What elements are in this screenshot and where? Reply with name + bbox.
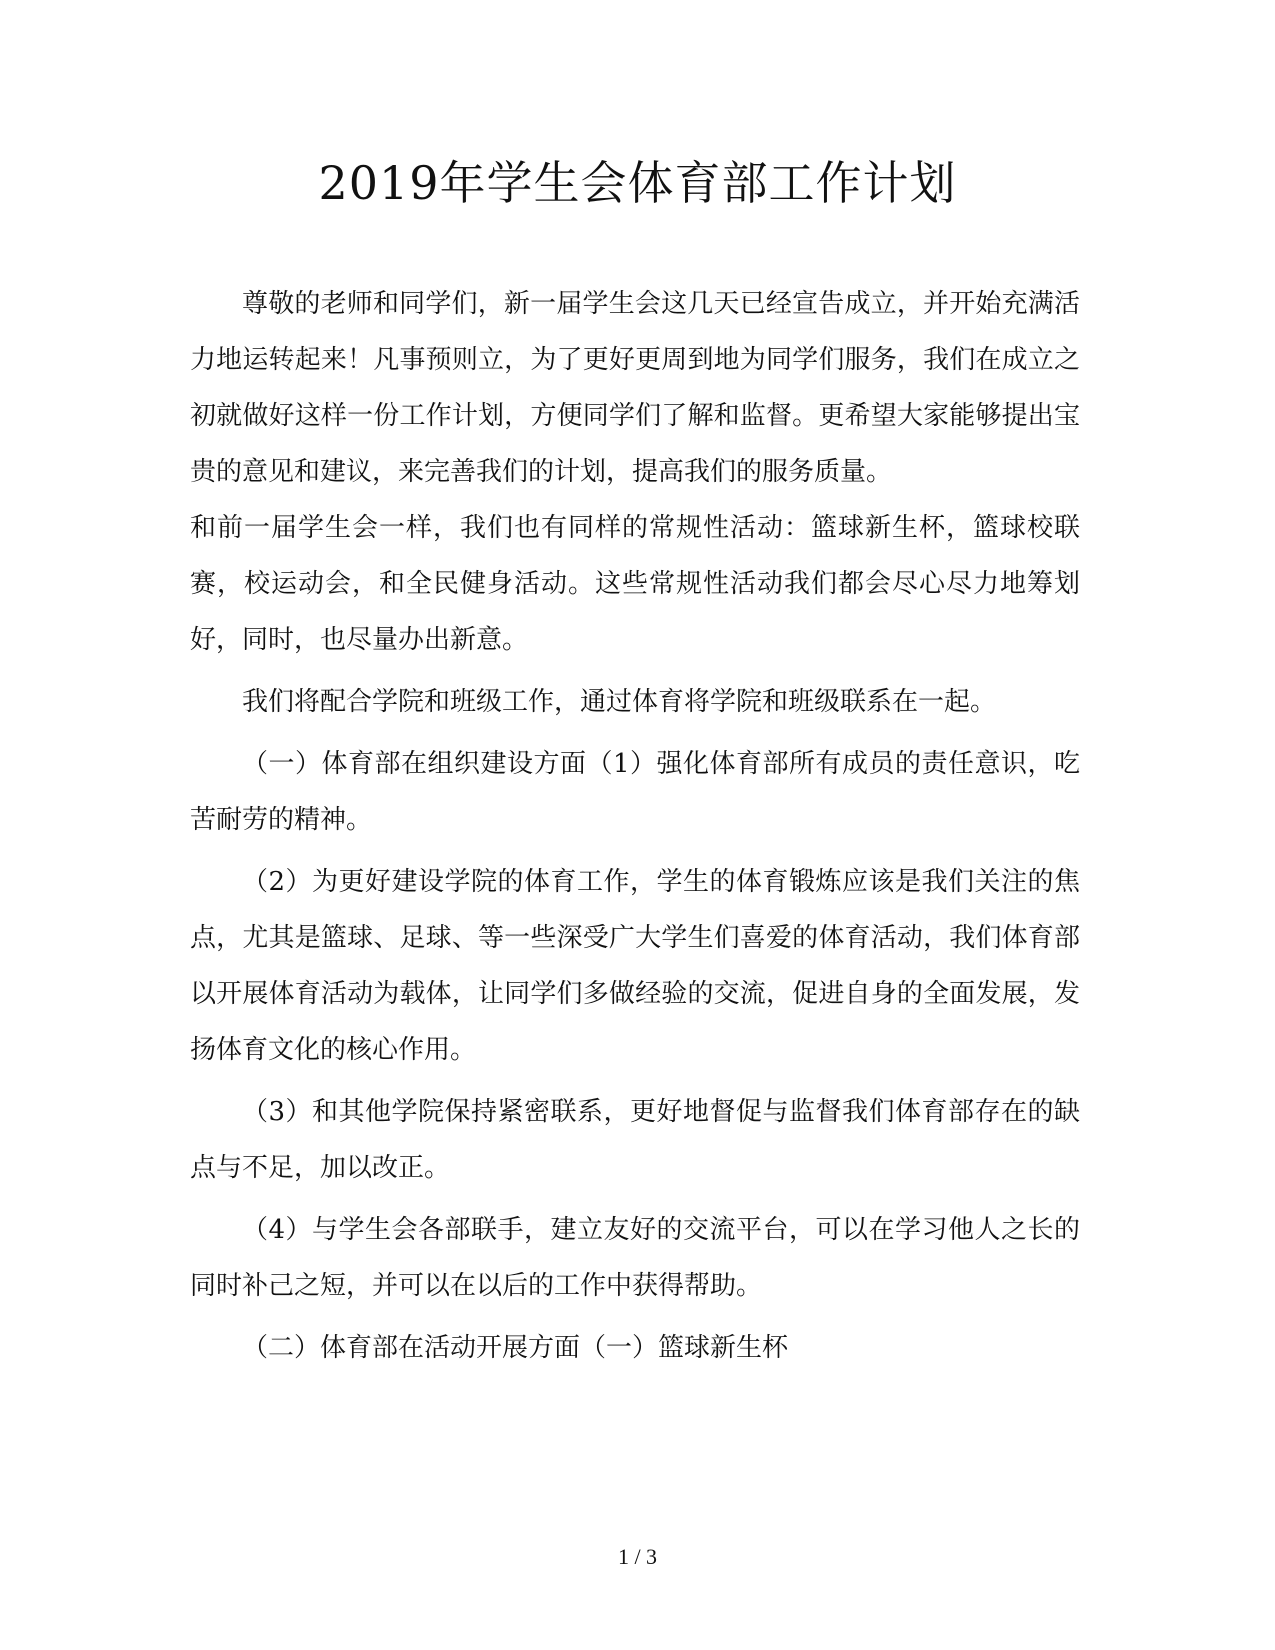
page-title: 2019年学生会体育部工作计划 bbox=[318, 156, 957, 210]
paragraph-organization-4: （4）与学生会各部联手，建立友好的交流平台，可以在学习他人之长的同时补己之短，并可以在以后的工作中获得帮助。 bbox=[190, 1215, 1080, 1301]
page-number: 1 / 3 bbox=[617, 1544, 658, 1569]
paragraph-organization-3: （3）和其他学院保持紧密联系，更好地督促与监督我们体育部存在的缺点与不足，加以改正。 bbox=[190, 1097, 1080, 1183]
paragraph-activities-heading: （二）体育部在活动开展方面（一）篮球新生杯 bbox=[242, 1333, 789, 1363]
paragraph-regular-activities: 和前一届学生会一样，我们也有同样的常规性活动：篮球新生杯，篮球校联赛，校运动会，和全民健身活动。这些常规性活动我们都会尽心尽力地筹划好，同时，也尽量办出新意。 bbox=[190, 513, 1080, 655]
paragraph-organization-1: （一）体育部在组织建设方面（1）强化体育部所有成员的责任意识，吃苦耐劳的精神。 bbox=[190, 749, 1080, 835]
paragraph-organization-2: （2）为更好建设学院的体育工作，学生的体育锻炼应该是我们关注的焦点，尤其是篮球、足球、等一些深受广大学生们喜爱的体育活动，我们体育部以开展体育活动为载体，让同学们多做经验的交流，促进自身的全面发展，发扬体育文化的核心作用。 bbox=[190, 867, 1080, 1065]
document-body bbox=[190, 276, 1080, 1376]
paragraph-cooperation: 我们将配合学院和班级工作，通过体育将学院和班级联系在一起。 bbox=[242, 687, 997, 717]
paragraph-intro: 尊敬的老师和同学们，新一届学生会这几天已经宣告成立，并开始充满活力地运转起来！凡事预则立，为了更好更周到地为同学们服务，我们在成立之初就做好这样一份工作计划，方便同学们了解和监督。更希望大家能够提出宝贵的意见和建议，来完善我们的计划，提高我们的服务质量。 bbox=[190, 289, 1080, 487]
